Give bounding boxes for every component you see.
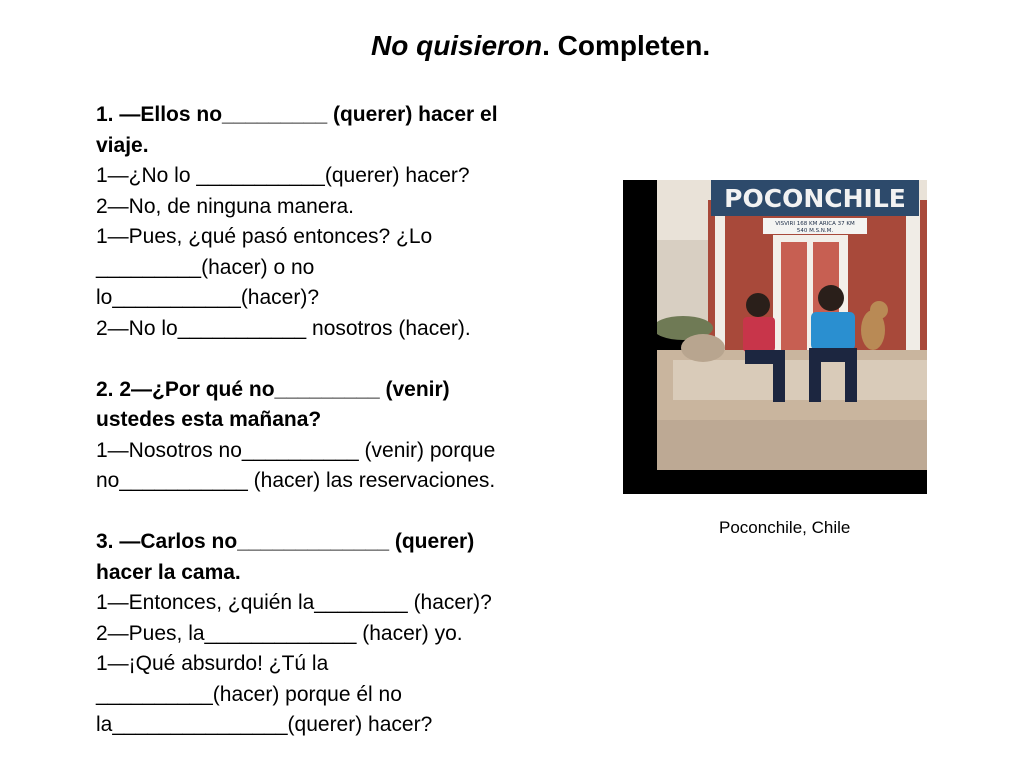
boy-blue-shirt (811, 312, 855, 350)
boy-blue-shin-right (845, 360, 857, 402)
item-2-heading-line-2: ustedes esta mañana? (96, 408, 322, 431)
item-3-heading-line-2: hacer la cama. (96, 560, 241, 584)
item-1-line: 2—No lo___________ nosotros (hacer). (96, 316, 471, 340)
exercise-content (96, 100, 596, 741)
boy-blue-legs (809, 348, 857, 362)
pillar (715, 200, 725, 360)
boy-red-shirt (743, 317, 775, 352)
boy-red-shin (773, 362, 785, 402)
item-1-line: lo___________(hacer)? (96, 286, 320, 309)
item-2-line: no___________ (hacer) las reservaciones. (96, 469, 496, 492)
item-3-line: 1—Entonces, ¿quién la________ (hacer)? (96, 591, 492, 614)
item-1-heading-line-1: 1. —Ellos no_________ (querer) hacer el (96, 103, 498, 126)
item-3-heading-line-1: 3. —Carlos no_____________ (querer) (96, 530, 475, 553)
photo-border-bottom (623, 470, 927, 494)
photo-caption: Poconchile, Chile (719, 518, 851, 537)
item-3-line: 2—Pues, la_____________ (hacer) yo. (96, 621, 463, 645)
boy-blue-head (818, 285, 844, 311)
pillar (906, 200, 920, 360)
item-1-line: _________(hacer) o no (96, 255, 315, 279)
photo-illustration (623, 180, 927, 494)
boulder (681, 334, 725, 362)
item-1-line: 2—No, de ninguna manera. (96, 194, 354, 218)
item-1-line: 1—¿No lo ___________(querer) hacer? (96, 164, 470, 187)
boy-red-legs (745, 350, 785, 364)
item-3-line: la_______________(querer) hacer? (96, 713, 433, 736)
spacer (96, 497, 596, 528)
page-title (371, 30, 710, 62)
distance-sign-line-2: 540 M.S.N.M. (796, 228, 834, 234)
item-1-heading-line-2: viaje. (96, 133, 149, 157)
station-sign-text: POCONCHILE (724, 184, 906, 213)
boy-blue-shin-left (809, 360, 821, 402)
door-left-panel (781, 242, 807, 352)
item-3-line: __________(hacer) porque él no (96, 682, 402, 706)
spacer (96, 344, 596, 375)
poconchile-photo (623, 180, 927, 494)
item-1-line: 1—Pues, ¿qué pasó entonces? ¿Lo (96, 225, 433, 248)
boy-red-head (746, 293, 770, 317)
distance-sign-line-1: VISVIRI 168 KM ARICA 37 KM (775, 221, 855, 227)
dog-head (870, 301, 888, 319)
item-2-heading-line-1: 2. 2—¿Por qué no_________ (venir) (96, 377, 450, 401)
title-rest: . Completen. (542, 30, 711, 61)
photo-border-left (623, 180, 657, 494)
item-3-line: 1—¡Qué absurdo! ¿Tú la (96, 652, 329, 675)
title-italic: No quisieron (371, 30, 543, 61)
stone-bench (673, 360, 927, 400)
item-2-line: 1—Nosotros no__________ (venir) porque (96, 438, 496, 462)
